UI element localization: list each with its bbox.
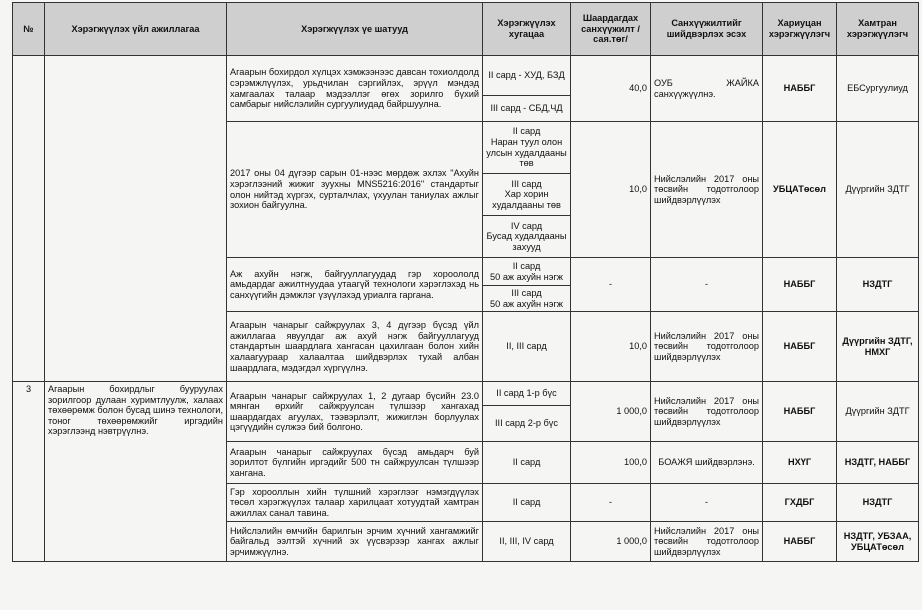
measure-cell: Гэр хорооллын хийн түлшний хэрэглээг нэмэгдүүлэх төсөл хэрэгжүүлэх талаар харилцаат хотуудтай хамтран ажиллах санал тавина. xyxy=(227,484,483,522)
period-cell: II сард 50 аж ахуйн нэгж xyxy=(483,258,571,286)
period-cell: II сард - ХУД, БЗД xyxy=(483,56,571,96)
cost-cell: 40,0 xyxy=(571,56,651,122)
num-cell-empty xyxy=(13,56,45,382)
measure-cell: Нийслэлийн өмчийн барилгын эрчим хүчний хангамжийг байгальд ээлтэй хүчний эх үүсвэрээр хангах ажлыг эрчимжүүлнэ. xyxy=(227,522,483,562)
header-responsible: Хариуцан хэрэгжүүлэгч xyxy=(763,3,837,56)
period-cell: II сард xyxy=(483,484,571,522)
cost-cell: 10,0 xyxy=(571,312,651,382)
period-cell: II сард Наран туул олон улсын худалдааны төв xyxy=(483,122,571,174)
source-cell: ОУБ ЖАЙКА санхүүжүүлнэ. xyxy=(651,56,763,122)
measure-cell: Агаарын бохирдол хүлцэх хэмжээнээс давсан тохиолдолд сэрэмжлүүлэх, урьдчилан сэргийлэх, эрүүл мэндэд хамгаалах талаар мэдээллэг өгөх зорилго бүхий самбарыг нийслэлийн сургуулиудад байршуулна. xyxy=(227,56,483,122)
partner-cell: Дүүргийн ЗДТГ xyxy=(837,122,919,258)
header-period: Хэрэгжүүлэх хугацаа xyxy=(483,3,571,56)
measure-cell: Агаарын чанарыг сайжруулах 1, 2 дугаар бүсийн 23.0 мянган өрхийг сайжруулсан түлшээр хангахад шаардагдах агуулах, тээвэрлэлт, жижиглэн борлуулах цэгүүдийн сүлжээ бий болгоно. xyxy=(227,382,483,442)
responsible-cell: НАББГ xyxy=(763,56,837,122)
measure-cell: Аж ахуйн нэгж, байгууллагуудад гэр хороололд амьдардаг ажилтнуудаа утаагүй технологи хэрэглэхэд нь санхүүгийн дэмжлэг үзүүлэхэд уриалга гаргана. xyxy=(227,258,483,312)
period-cell: III сард 50 аж ахуйн нэгж xyxy=(483,286,571,312)
period-cell: III сард Хар хорин худалдааны төв xyxy=(483,174,571,216)
partner-cell: НЗДТГ xyxy=(837,484,919,522)
period-cell: II, III сард xyxy=(483,312,571,382)
source-cell: Нийслэлийн 2017 оны төсвийн тодотголоор шийдвэрлүүлэх xyxy=(651,122,763,258)
source-cell: Нийслэлийн 2017 оны төсвийн тодотголоор шийдвэрлүүлэх xyxy=(651,312,763,382)
measure-cell: Агаарын чанарыг сайжруулах бүсэд амьдарч буй зорилтот бүлгийн иргэдийг 500 тн сайжруулсан түлшээр хангана. xyxy=(227,442,483,484)
header-measures: Хэрэгжүүлэх үе шатууд xyxy=(227,3,483,56)
table-row xyxy=(13,382,919,406)
responsible-cell: ГХДБГ xyxy=(763,484,837,522)
activity-cell-empty xyxy=(45,56,227,382)
source-cell: - xyxy=(651,484,763,522)
responsible-cell: НАББГ xyxy=(763,382,837,442)
partner-cell: Дүүргийн ЗДТГ xyxy=(837,382,919,442)
period-cell: III сард 2-р бүс xyxy=(483,406,571,442)
responsible-cell: НХҮГ xyxy=(763,442,837,484)
header-partner: Хамтран хэрэгжүүлэгч xyxy=(837,3,919,56)
responsible-cell: НАББГ xyxy=(763,258,837,312)
partner-cell: НЗДТГ xyxy=(837,258,919,312)
period-cell: II, III, IV сард xyxy=(483,522,571,562)
source-cell: - xyxy=(651,258,763,312)
action-plan-table xyxy=(12,2,919,562)
cost-cell: - xyxy=(571,258,651,312)
source-cell: Нийслэлийн 2017 оны төсвийн тодотголоор шийдвэрлүүлэх xyxy=(651,382,763,442)
period-cell: II сард xyxy=(483,442,571,484)
responsible-cell: НАББГ xyxy=(763,522,837,562)
cost-cell: 100,0 xyxy=(571,442,651,484)
source-cell: Нийслэлийн 2017 оны төсвийн тодотголоор шийдвэрлүүлэх xyxy=(651,522,763,562)
table-header-row xyxy=(13,3,919,56)
partner-cell: НЗДТГ, НАББГ xyxy=(837,442,919,484)
measure-cell: 2017 оны 04 дүгээр сарын 01-нээс мөрдөж эхлэх "Ахуйн хэрэглээний жижиг зуухны MNS5216:2016" стандартыг олон нийтэд хүргэх, сурталчлах, үхуулан таниулах ажлыг зохион байгуулна. xyxy=(227,122,483,258)
period-cell: IV сард Бусад худалдааны захууд xyxy=(483,216,571,258)
partner-cell: ЕБСургуулиуд xyxy=(837,56,919,122)
cost-cell: 1 000,0 xyxy=(571,382,651,442)
table-row xyxy=(13,56,919,96)
item-number: 3 xyxy=(13,382,45,562)
activity-cell: Агаарын бохирдлыг бууруулах зорилгоор дулаан хуримтлуулж, халаах төхөөрөмж болон бусад шинэ технологи, тоног төхөөрөмжийг иргэдийн хэрэглээнд нэвтрүүлнэ. xyxy=(45,382,227,562)
cost-cell: 1 000,0 xyxy=(571,522,651,562)
header-cost: Шаардагдах санхүүжилт /сая.төг/ xyxy=(571,3,651,56)
measure-cell: Агаарын чанарыг сайжруулах 3, 4 дүгээр бүсэд үйл ажиллагаа явуулдаг аж ахуй нэгж байгууллагууд стандартын шаардлага хангасан цахилгаан болон хийн халаагуураар халаалтаа шийдвэрлэх тухай албан шаардлага, мэдэгдэл хүргүүлнэ. xyxy=(227,312,483,382)
cost-cell: 10,0 xyxy=(571,122,651,258)
partner-cell: Дүүргийн ЗДТГ, НМХГ xyxy=(837,312,919,382)
period-cell: II сард 1-р бүс xyxy=(483,382,571,406)
responsible-cell: УБЦАТөсөл xyxy=(763,122,837,258)
header-source: Санхүүжилтийг шийдвэрлэх эсэх xyxy=(651,3,763,56)
responsible-cell: НАББГ xyxy=(763,312,837,382)
partner-cell: НЗДТГ, УБЗАА, УБЦАТөсөл xyxy=(837,522,919,562)
source-cell: БОАЖЯ шийдвэрлэнэ. xyxy=(651,442,763,484)
cost-cell: - xyxy=(571,484,651,522)
period-cell: III сард - СБД,ЧД xyxy=(483,96,571,122)
header-num: № xyxy=(13,3,45,56)
header-activity: Хэрэгжүүлэх үйл ажиллагаа xyxy=(45,3,227,56)
